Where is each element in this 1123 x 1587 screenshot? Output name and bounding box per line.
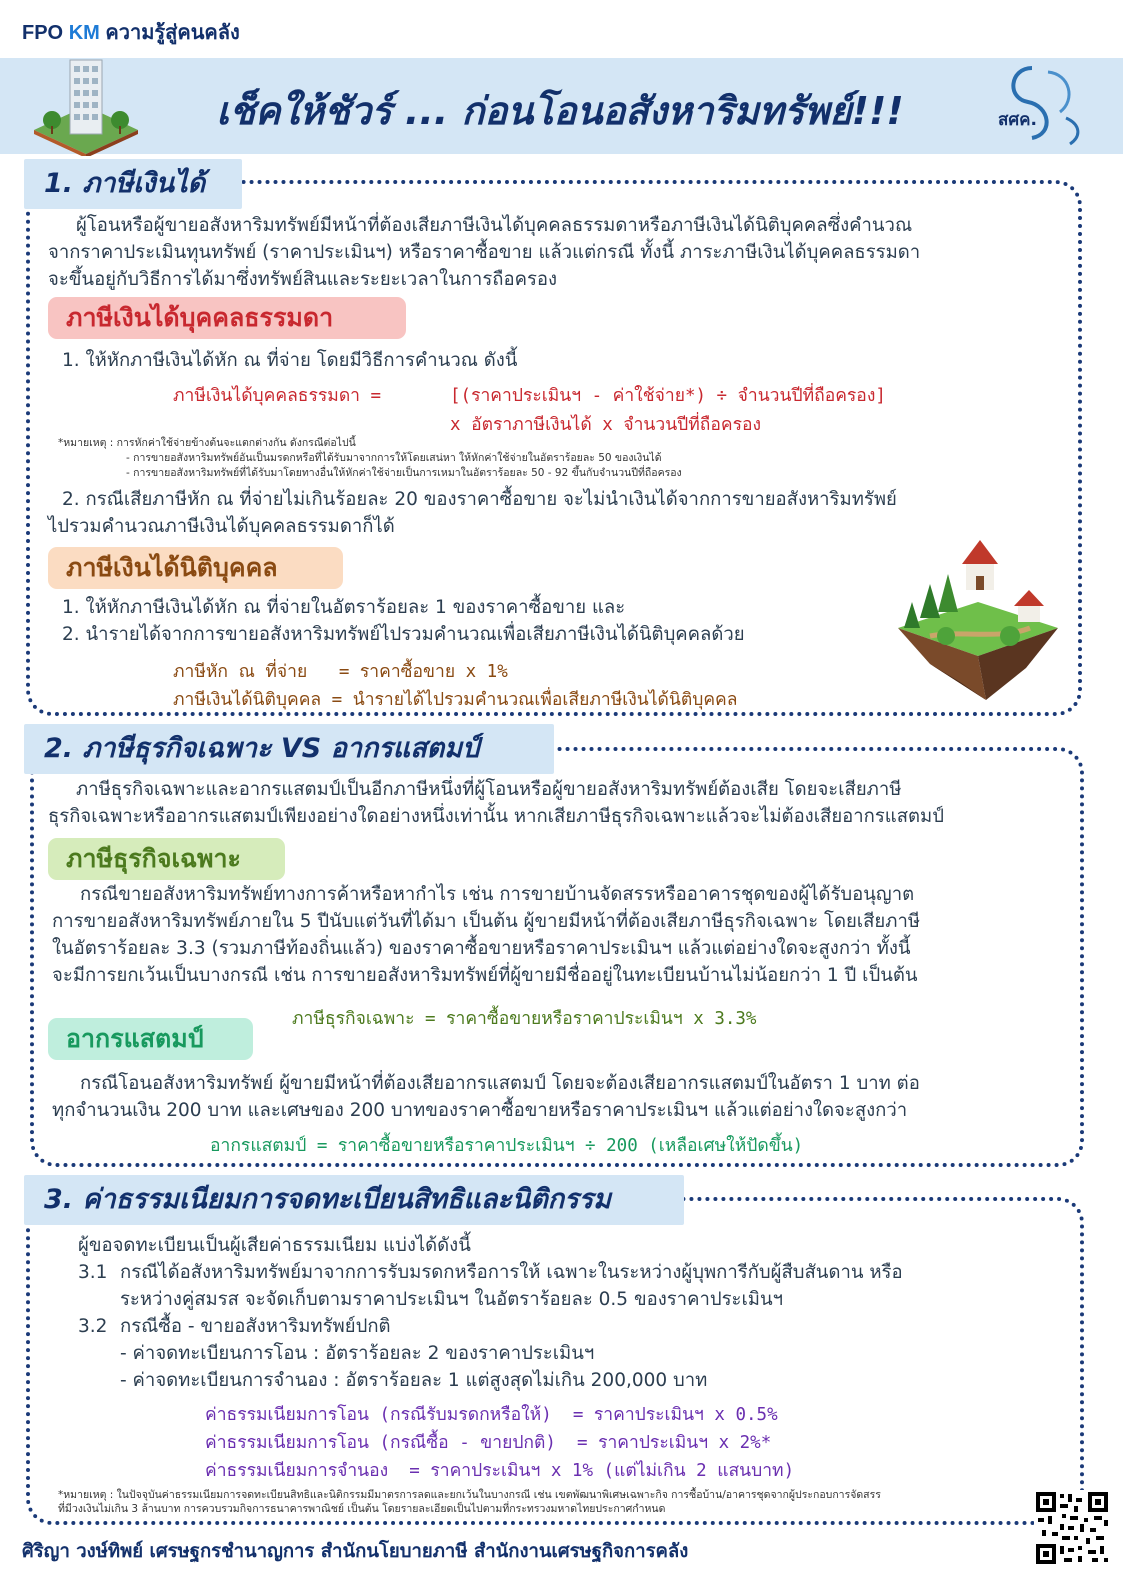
sbt-text-line3: ในอัตราร้อยละ 3.3 (รวมภาษีท้องถิ่นแล้ว) ของราคาซื้อขายหรือราคาประเมินฯ แล้วแต่อย่างใดจะสูงกว่า ทั้งนี้ (52, 938, 911, 959)
floating-island-illustration (890, 532, 1066, 704)
personal-item1: 1. ให้หักภาษีเงินได้หัก ณ ที่จ่าย โดยมีวิธีการคำนวณ ดังนี้ (62, 350, 518, 371)
brand-tagline: ความรู้สู่คนคลัง (105, 22, 240, 44)
corporate-tax-label: ภาษีเงินได้นิติบุคคล (48, 547, 343, 589)
section3-note-line2: ที่มีวงเงินไม่เกิน 3 ล้านบาท การควบรวมกิจการธนาคารพาณิชย์ เป็นต้น โดยรายละเอียดเป็นไปตามที่กระทรวงมหาดไทยประกาศกำหนด (58, 1503, 666, 1515)
personal-formula-lhs: ภาษีเงินได้บุคคลธรรมดา = (173, 386, 382, 406)
section1-intro-line2: จากราคาประเมินทุนทรัพย์ (ราคาประเมินฯ) หรือราคาซื้อขาย แล้วแต่กรณี ทั้งนี้ ภาระภาษีเงินได้บุคคลธรรมดา (48, 242, 921, 263)
fee-item31-line1: กรณีได้อสังหาริมทรัพย์มาจากการรับมรดกหรือการให้ เฉพาะในระหว่างผู้บุพการีกับผู้สืบสันดาน หรือ (120, 1262, 903, 1283)
sbt-text-line2: การขายอสังหาริมทรัพย์ภายใน 5 ปีนับแต่วันที่ได้มา เป็นต้น ผู้ขายมีหน้าที่ต้องเสียภาษีธุรกิจเฉพาะ โดยเสียภาษี (52, 911, 921, 932)
fee-item31-line2: ระหว่างคู่สมรส จะจัดเก็บตามราคาประเมินฯ ในอัตราร้อยละ 0.5 ของราคาประเมินฯ (120, 1289, 784, 1310)
section2-intro (48, 776, 1078, 830)
stamp-text-line1: กรณีโอนอสังหาริมทรัพย์ ผู้ขายมีหน้าที่ต้องเสียอากรแสตมป์ โดยจะต้องเสียอากรแสตมป์ในอัตรา 1 บาท ต่อ (80, 1073, 920, 1094)
corporate-item1: 1. ให้หักภาษีเงินได้หัก ณ ที่จ่ายในอัตราร้อยละ 1 ของราคาซื้อขาย และ (62, 597, 626, 618)
page-title: เช็คให้ชัวร์ ... ก่อนโอนอสังหาริมทรัพย์!!! (216, 89, 904, 133)
section3-note (58, 1488, 1028, 1516)
stamp-formula: อากรแสตมป์ = ราคาซื้อขายหรือราคาประเมินฯ ÷ 200 (เหลือเศษให้ปัดขึ้น) (210, 1136, 804, 1156)
fee-formula2: ค่าธรรมเนียมการโอน (กรณีซื้อ - ขายปกติ) = ราคาประเมินฯ x 2%* (205, 1433, 772, 1453)
section2-intro-line2: ธุรกิจเฉพาะหรืออากรแสตมป์เพียงอย่างใดอย่างหนึ่งเท่านั้น หากเสียภาษีธุรกิจเฉพาะแล้วจะไม่ต้องเสียอากรแสตมป์ (48, 806, 944, 827)
sbt-formula: ภาษีธุรกิจเฉพาะ = ราคาซื้อขายหรือราคาประเมินฯ x 3.3% (292, 1009, 757, 1029)
section3-note-line1: *หมายเหตุ : ในปัจจุบันค่าธรรมเนียมการจดทะเบียนสิทธิและนิติกรรมมีมาตรการลดและยกเว้นในบางกรณี เช่น เขตพัฒนาพิเศษเฉพาะกิจ การซื้อบ้าน/อาคารชุดจากผู้ประกอบการจัดสรร (58, 1489, 881, 1501)
brand-km: KM (68, 22, 100, 44)
specific-business-tax-label: ภาษีธุรกิจเฉพาะ (48, 838, 285, 880)
section3-heading: 3. ค่าธรรมเนียมการจดทะเบียนสิทธิและนิติกรรม (24, 1175, 684, 1225)
corporate-formula2: ภาษีเงินได้นิติบุคคล = นำรายได้ไปรวมคำนวณเพื่อเสียภาษีเงินได้นิติบุคคล (173, 690, 738, 710)
section2-intro-line1: ภาษีธุรกิจเฉพาะและอากรแสตมป์เป็นอีกภาษีหนึ่งที่ผู้โอนหรือผู้ขายอสังหาริมทรัพย์ต้องเสีย โดยจะเสียภาษี (76, 779, 902, 800)
qr-code-icon[interactable] (1034, 1490, 1110, 1566)
fee-sub-mortgage: - ค่าจดทะเบียนการจำนอง : อัตราร้อยละ 1 แต่สูงสุดไม่เกิน 200,000 บาท (120, 1370, 708, 1391)
logo-text: สศค. (998, 110, 1037, 130)
brand-fpo: FPO (22, 22, 64, 44)
fee-formula3: ค่าธรรมเนียมการจำนอง = ราคาประเมินฯ x 1% (แต่ไม่เกิน 2 แสนบาท) (205, 1461, 795, 1481)
personal-item2-line2: ไปรวมคำนวณภาษีเงินได้บุคคลธรรมดาก็ได้ (48, 516, 395, 537)
stamp-duty-label: อากรแสตมป์ (48, 1018, 253, 1060)
fee-item32-num: 3.2 (78, 1316, 108, 1337)
fee-item32: กรณีซื้อ - ขายอสังหาริมทรัพย์ปกติ (120, 1316, 391, 1337)
sbt-text-line1: กรณีขายอสังหาริมทรัพย์ทางการค้าหรือหากำไร เช่น การขายบ้านจัดสรรหรืออาคารชุดของผู้ได้รับอนุญาต (80, 884, 915, 905)
fee-item31-num: 3.1 (78, 1262, 108, 1283)
personal-note-item2: - การขายอสังหาริมทรัพย์ที่ได้รับมาโดยทางอื่นให้หักค่าใช้จ่ายเป็นการเหมาในอัตราร้อยละ 50 - 92 ขึ้นกับจำนวนปีที่ถือครอง (126, 467, 682, 479)
section3-intro: ผู้ขอจดทะเบียนเป็นผู้เสียค่าธรรมเนียม แบ่งได้ดังนี้ (78, 1235, 471, 1256)
section2-heading: 2. ภาษีธุรกิจเฉพาะ VS อากรแสตมป์ (24, 724, 554, 774)
specific-business-tax-text (52, 881, 1082, 989)
fee-formula1: ค่าธรรมเนียมการโอน (กรณีรับมรดกหรือให้) = ราคาประเมินฯ x 0.5% (205, 1405, 778, 1425)
fee-item31 (120, 1259, 1060, 1313)
building-illustration (30, 56, 142, 156)
section1-heading: 1. ภาษีเงินได้ (24, 159, 242, 209)
section1-intro-line3: จะขึ้นอยู่กับวิธีการได้มาซึ่งทรัพย์สินและระยะเวลาในการถือครอง (48, 269, 558, 290)
stamp-text-line2: ทุกจำนวนเงิน 200 บาท และเศษของ 200 บาทของราคาซื้อขายหรือราคาประเมินฯ แล้วแต่อย่างใดจะสูงกว่า (52, 1100, 908, 1121)
sbt-text-line4: จะมีการยกเว้นเป็นบางกรณี เช่น การขายอสังหาริมทรัพย์ที่ผู้ขายมีชื่ออยู่ในทะเบียนบ้านไม่น้อยกว่า 1 ปี เป็นต้น (52, 965, 918, 986)
personal-tax-label: ภาษีเงินได้บุคคลธรรมดา (48, 297, 406, 339)
footer-author: ศิริญา วงษ์ทิพย์ เศรษฐกรชำนาญการ สำนักนโยบายภาษี สำนักงานเศรษฐกิจการคลัง (22, 1541, 689, 1562)
fpo-logo-icon (970, 60, 1100, 150)
brand-fpo-km (22, 16, 240, 48)
corporate-item2: 2. นำรายได้จากการขายอสังหาริมทรัพย์ไปรวมคำนวณเพื่อเสียภาษีเงินได้นิติบุคคลด้วย (62, 624, 745, 645)
stamp-duty-text (52, 1070, 1082, 1124)
fee-sub-transfer: - ค่าจดทะเบียนการโอน : อัตราร้อยละ 2 ของราคาประเมินฯ (120, 1343, 595, 1364)
personal-item2-line1: 2. กรณีเสียภาษีหัก ณ ที่จ่ายไม่เกินร้อยละ 20 ของราคาซื้อขาย จะไม่นำเงินได้จากการขายอสังหาริมทรัพย์ (62, 489, 897, 510)
section1-intro-line1: ผู้โอนหรือผู้ขายอสังหาริมทรัพย์มีหน้าที่ต้องเสียภาษีเงินได้บุคคลธรรมดาหรือภาษีเงินได้นิติบุคคลซึ่งคำนวณ (76, 215, 913, 236)
personal-formula-rhs2: x อัตราภาษีเงินได้ x จำนวนปีที่ถือครอง (450, 415, 762, 435)
corporate-formula1: ภาษีหัก ณ ที่จ่าย = ราคาซื้อขาย x 1% (173, 662, 508, 682)
personal-note-item1: - การขายอสังหาริมทรัพย์อันเป็นมรดกหรือที่ได้รับมาจากการให้โดยเสน่หา ให้หักค่าใช้จ่ายในอัตราร้อยละ 50 ของเงินได้ (126, 452, 662, 464)
personal-formula-rhs1: [(ราคาประเมินฯ - ค่าใช้จ่าย*) ÷ จำนวนปีที่ถือครอง] (450, 386, 886, 406)
section1-intro (48, 212, 1068, 293)
personal-note-heading: *หมายเหตุ : การหักค่าใช้จ่ายข้างต้นจะแตกต่างกัน ดังกรณีต่อไปนี้ (58, 437, 356, 449)
